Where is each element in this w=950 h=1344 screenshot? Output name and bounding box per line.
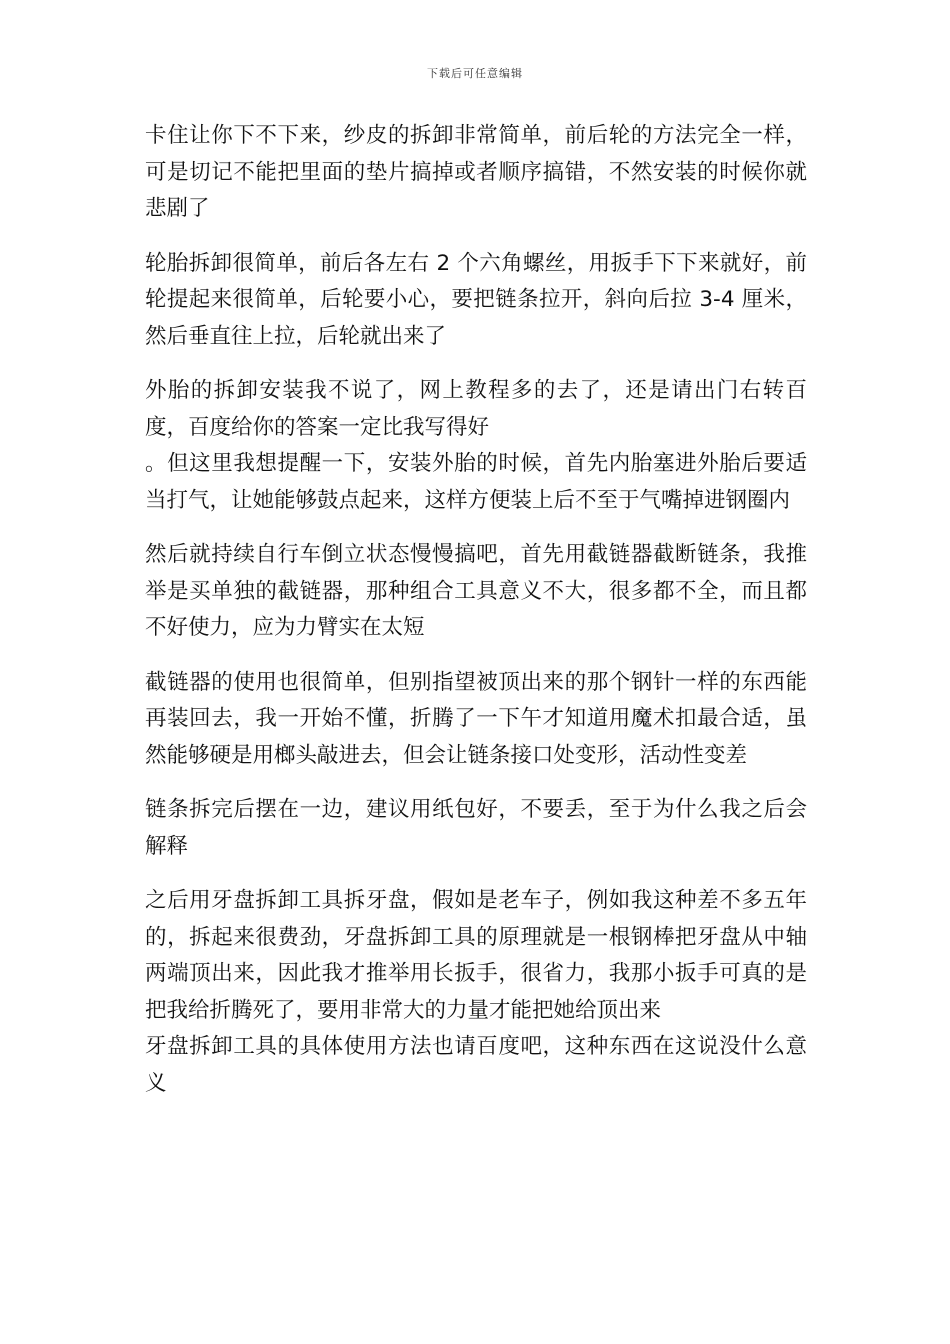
paragraph-spacer	[145, 355, 807, 373]
paragraph-outer-tire: 外胎的拆卸安装我不说了，网上教程多的去了，还是请出门右转百度，百度给你的答案一定比我写得好	[145, 378, 807, 440]
paragraph-crankset-removal: 之后用牙盘拆卸工具拆牙盘，假如是老车子，例如我这种差不多五年的，拆起来很费劲，牙盘拆卸工具的原理就是一根钢棒把牙盘从中轴两端顶出来，因此我才推举用长扳手，很省力，我那小扳手可真的是把我给折腾死了，要用非常大的力量才能把她给顶出来	[145, 888, 807, 1023]
paragraph-chain-cutter-usage: 截链器的使用也很简单，但别指望被顶出来的那个钢针一样的东西能再装回去，我一开始不懂，折腾了一下午才知道用魔术扣最合适，虽然能够硬是用榔头敲进去，但会让链条接口处变形，活动性变差	[145, 669, 807, 768]
paragraph-crankset-tool: 牙盘拆卸工具的具体使用方法也请百度吧，这种东西在这说没什么意义	[145, 1034, 807, 1096]
paragraph-tire-removal: 轮胎拆卸很简单，前后各左右 2 个六角螺丝，用扳手下下来就好，前轮提起来很简单，后轮要小心，要把链条拉开，斜向后拉 3-4 厘米，然后垂直往上拉，后轮就出来了	[145, 250, 807, 349]
document-body	[145, 118, 807, 1102]
paragraph-spacer	[145, 647, 807, 665]
paragraph-spacer	[145, 774, 807, 792]
page-header: 下载后可任意编辑	[427, 67, 523, 80]
paragraph-spacer	[145, 865, 807, 883]
paragraph-spacer	[145, 519, 807, 537]
paragraph-chain-storage: 链条拆完后摆在一边，建议用纸包好，不要丢，至于为什么我之后会解释	[145, 797, 807, 859]
paragraph-outer-tire-reminder: 。但这里我想提醒一下，安装外胎的时候，首先内胎塞进外胎后要适当打气，让她能够鼓点起来，这样方便装上后不至于气嘴掉进钢圈内	[145, 451, 807, 513]
paragraph-disassembly-sand-cover: 卡住让你下不下来，纱皮的拆卸非常简单，前后轮的方法完全一样，可是切记不能把里面的垫片搞掉或者顺序搞错，不然安装的时候你就悲剧了	[145, 123, 807, 221]
paragraph-spacer	[145, 228, 807, 246]
paragraph-chain-cutter: 然后就持续自行车倒立状态慢慢搞吧，首先用截链器截断链条，我推举是买单独的截链器，那种组合工具意义不大，很多都不全，而且都不好使力，应为力臂实在太短	[145, 542, 807, 640]
